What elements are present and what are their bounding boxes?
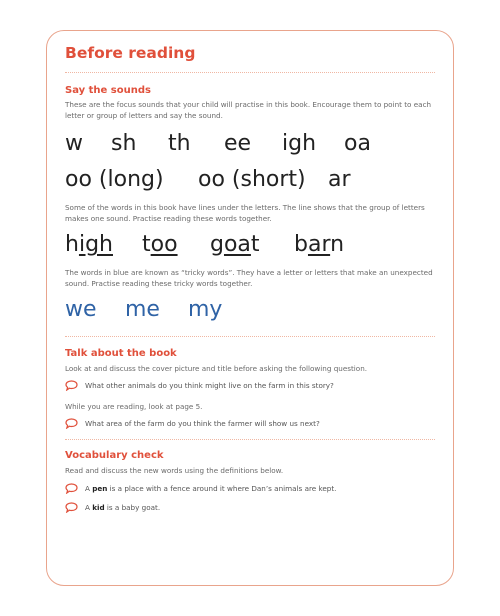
page-title: Before reading (65, 44, 196, 62)
sound: ar (328, 167, 351, 192)
tricky-note: The words in blue are known as “tricky words”. They have a letter or letters that make an unexpected sound. Practise reading these tricky words together. (65, 268, 433, 288)
tricky-words-row (65, 295, 435, 325)
sound: oo (long) (65, 167, 164, 192)
question-text: What other animals do you think might live on the farm in this story? (85, 380, 334, 390)
while-reading-text: While you are reading, look at page 5. (65, 402, 203, 411)
section-heading: Say the sounds (65, 85, 151, 96)
question-text: What area of the farm do you think the farmer will show us next? (85, 418, 320, 428)
speech-bubble-icon (65, 502, 78, 513)
definition-item (65, 503, 435, 514)
vocabulary-check-section (65, 449, 435, 514)
divider (65, 72, 435, 73)
definition-item (65, 484, 435, 495)
practice-word: goat (210, 232, 260, 257)
intro-text: These are the focus sounds that your child will practise in this book. Encourage them to point to each letter or group of letters and say the sound. (65, 100, 432, 120)
sound: sh (111, 131, 137, 156)
speech-bubble-icon (65, 380, 78, 391)
sound: th (168, 131, 191, 156)
section-heading: Talk about the book (65, 348, 177, 359)
tricky-word: we (65, 297, 97, 322)
question-item (65, 419, 435, 430)
sound: oo (short) (198, 167, 306, 192)
practice-word: high (65, 232, 113, 257)
sound: oa (344, 131, 371, 156)
intro-text: Read and discuss the new words using the definitions below. (65, 466, 284, 475)
practice-word: too (142, 232, 178, 257)
tricky-word: my (188, 297, 223, 322)
definition-text: A kid is a baby goat. (85, 503, 161, 512)
sound: w (65, 131, 83, 156)
before-reading-card (46, 30, 454, 586)
intro-text: Look at and discuss the cover picture and title before asking the following question. (65, 364, 368, 373)
say-the-sounds-section (65, 84, 435, 325)
vocab-word: kid (92, 503, 105, 512)
tricky-word: me (125, 297, 160, 322)
divider (65, 336, 435, 337)
talk-about-book-section (65, 347, 435, 429)
section-heading: Vocabulary check (65, 450, 164, 461)
practice-word: barn (294, 232, 345, 257)
definition-text: A pen is a place with a fence around it where Dan’s animals are kept. (85, 483, 337, 493)
speech-bubble-icon (65, 418, 78, 429)
sounds-row (65, 165, 435, 195)
practice-words-row (65, 230, 435, 260)
question-item (65, 381, 435, 392)
sounds-row (65, 129, 435, 159)
vocab-word: pen (92, 483, 108, 493)
underline-note: Some of the words in this book have lines under the letters. The line shows that the group of letters makes one sound. Practise reading these words together. (65, 203, 425, 223)
divider (65, 439, 435, 440)
sound: ee (224, 131, 252, 156)
sound: igh (282, 131, 317, 156)
speech-bubble-icon (65, 483, 78, 494)
